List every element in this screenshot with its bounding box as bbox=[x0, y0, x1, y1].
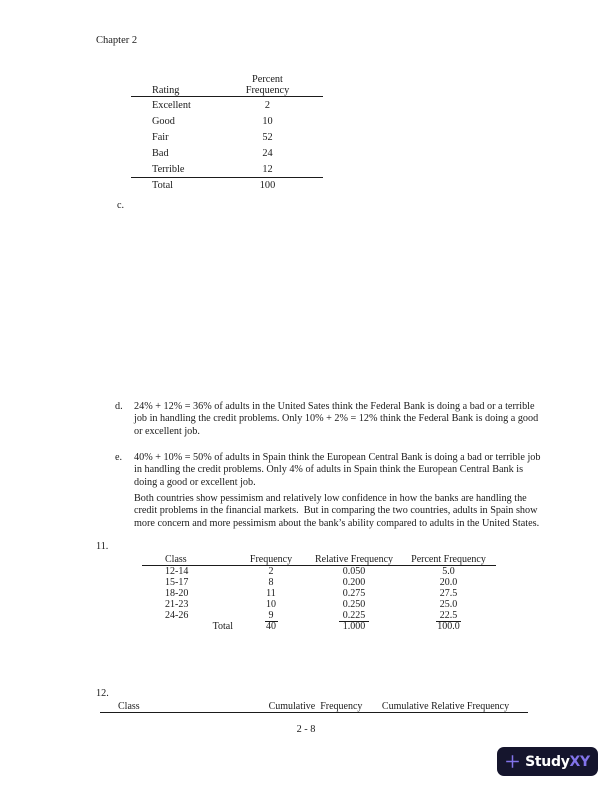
relative-frequency-cell: 0.050 bbox=[342, 566, 366, 577]
frequency-cell: 8 bbox=[268, 577, 274, 588]
table-row bbox=[131, 129, 323, 145]
text-line: 40% + 10% = 50% of adults in Spain think the European Central Bank is doing a bad or terrible job bbox=[134, 452, 541, 463]
class-cell: 12-14 bbox=[165, 566, 189, 577]
total-relative-frequency: 1.000 bbox=[342, 621, 366, 632]
value-cell: 24 bbox=[262, 147, 273, 159]
total-value: 100 bbox=[259, 180, 276, 191]
total-row bbox=[142, 621, 496, 632]
rating-cell: Fair bbox=[152, 131, 169, 143]
frequency-col-header: Frequency bbox=[235, 550, 307, 566]
value-cell: 10 bbox=[262, 115, 273, 127]
rating-table-header-row bbox=[131, 70, 323, 97]
text-line: more concern and more pessimism about the bank’s ability compared to adults in the United States. bbox=[134, 517, 540, 529]
table-row bbox=[142, 610, 496, 621]
percent-frequency-cell: 27.5 bbox=[439, 588, 458, 599]
item-c-label: c. bbox=[117, 200, 125, 211]
item-d-label: d. bbox=[115, 401, 123, 412]
relative-frequency-cell: 0.200 bbox=[342, 577, 366, 588]
total-row bbox=[131, 178, 323, 194]
brand-name bbox=[525, 754, 590, 770]
table-header-row bbox=[100, 696, 528, 713]
summed-value: 0.225 bbox=[339, 610, 370, 622]
relative-frequency-cell: 0.250 bbox=[342, 599, 366, 610]
frequency-cell bbox=[235, 610, 307, 621]
class-col-header: Class bbox=[142, 550, 235, 566]
value-cell: 2 bbox=[264, 99, 271, 111]
frequency-cell: 2 bbox=[268, 566, 274, 577]
table-row bbox=[142, 577, 496, 588]
text-line: job in handling the credit problems. Only 10% + 2% = 12% think the Federal Bank is doing a good bbox=[134, 413, 539, 425]
percent-frequency-cell: 20.0 bbox=[439, 577, 458, 588]
rating-cell: Excellent bbox=[152, 99, 191, 111]
summed-value: 9 bbox=[265, 610, 278, 622]
table-row bbox=[131, 113, 323, 129]
rating-cell: Good bbox=[152, 115, 175, 127]
table-row bbox=[131, 145, 323, 161]
item-d-text bbox=[134, 401, 538, 438]
rating-cell: Bad bbox=[152, 147, 169, 159]
total-frequency: 40 bbox=[266, 621, 276, 632]
question-11-number: 11. bbox=[96, 541, 109, 552]
table-row bbox=[142, 599, 496, 610]
value-cell: 52 bbox=[262, 131, 273, 143]
percent-header-line2: Frequency bbox=[245, 85, 290, 96]
class-cell: 24-26 bbox=[165, 610, 189, 621]
summed-value: 22.5 bbox=[436, 610, 462, 622]
table-row bbox=[131, 161, 323, 178]
table-row bbox=[142, 566, 496, 578]
table-header-row bbox=[142, 550, 496, 566]
cumulative-frequency-col-header: Cumulative Frequency bbox=[268, 696, 363, 713]
page-number: 2 - 8 bbox=[296, 724, 316, 735]
total-label: Total bbox=[152, 180, 174, 191]
relative-frequency-cell: 0.275 bbox=[342, 588, 366, 599]
item-e-label: e. bbox=[115, 452, 123, 463]
cumulative-relative-frequency-col-header: Cumulative Relative Frequency bbox=[363, 696, 528, 713]
percent-frequency-cell bbox=[401, 610, 496, 621]
chapter-header: Chapter 2 bbox=[96, 35, 138, 46]
percent-header-line1: Percent bbox=[252, 74, 283, 85]
rating-table bbox=[131, 70, 323, 193]
summary-paragraph bbox=[134, 493, 539, 530]
plus-icon bbox=[505, 754, 520, 769]
text-line: doing a good or excellent job. bbox=[134, 476, 256, 488]
relative-frequency-col-header: Relative Frequency bbox=[307, 550, 401, 566]
rating-col-header: Rating bbox=[131, 70, 224, 97]
brand-name-primary: Study bbox=[525, 753, 570, 770]
text-line: Both countries show pessimism and relatively low confidence in how the banks are handling the bbox=[134, 493, 527, 504]
class-cell: 18-20 bbox=[165, 588, 189, 599]
class-cell: 21-23 bbox=[165, 599, 189, 610]
brand-name-accent: XY bbox=[569, 753, 590, 770]
table-row bbox=[142, 588, 496, 599]
frequency-cell: 11 bbox=[266, 588, 276, 599]
text-line: in handling the credit problems. Only 4% of adults in Spain think the European Central Bank is bbox=[134, 464, 524, 476]
rating-cell: Terrible bbox=[131, 161, 224, 178]
percent-frequency-col-header: Percent Frequency bbox=[401, 550, 496, 566]
question-12-number: 12. bbox=[96, 688, 109, 699]
total-percent-frequency: 100.0 bbox=[437, 621, 460, 632]
studyxy-logo-badge bbox=[497, 747, 598, 776]
value-cell: 12 bbox=[224, 161, 323, 178]
table-row bbox=[131, 97, 323, 114]
percent-frequency-cell: 25.0 bbox=[439, 599, 458, 610]
frequency-cell: 10 bbox=[266, 599, 276, 610]
total-label: Total bbox=[212, 621, 233, 632]
cumulative-frequency-table bbox=[100, 696, 528, 713]
text-line: credit problems in the financial markets. But in comparing the two countries, adults in Spain show bbox=[134, 505, 538, 517]
item-e-text bbox=[134, 452, 540, 489]
relative-frequency-cell bbox=[307, 610, 401, 621]
frequency-distribution-table bbox=[142, 550, 496, 632]
text-line: or excellent job. bbox=[134, 425, 200, 437]
percent-frequency-cell: 5.0 bbox=[442, 566, 455, 577]
class-col-header: Class bbox=[100, 696, 268, 713]
text-line: 24% + 12% = 36% of adults in the United Sates think the Federal Bank is doing a bad or a terrible bbox=[134, 401, 535, 412]
class-cell: 15-17 bbox=[165, 577, 189, 588]
percent-frequency-col-header bbox=[224, 70, 323, 97]
